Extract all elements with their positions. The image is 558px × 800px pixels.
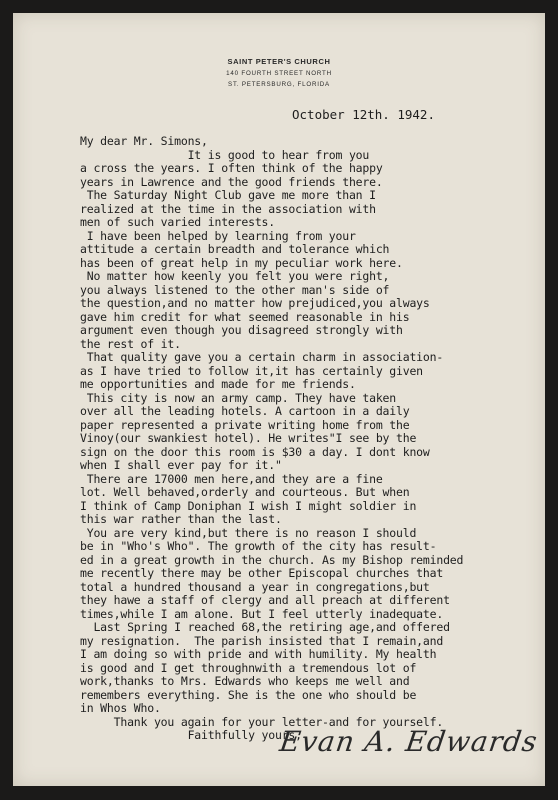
letter-line: work,thanks to Mrs. Edwards who keeps me well and [80,674,410,688]
letter-line: when I shall ever pay for it." [80,458,282,472]
letter-line: you always listened to the other man's side of [80,282,390,297]
letter-line: Faithfully yours, [80,728,302,742]
letter-line: me opportunities and made for me friends. [80,377,356,391]
letter-line: It is good to hear from you [80,147,370,162]
letter-line: is good and I get throughnwith a tremendous lot of [80,660,417,675]
letter-line: years in Lawrence and the good friends there. [80,174,383,189]
letter-line: they hawe a staff of clergy and all preach at different [80,593,450,607]
letter-line: men of such varied interests. [80,215,275,229]
letter-line: gave him credit for what seemed reasonable in his [80,309,410,324]
letterhead-address: 140 FOURTH STREET NORTH [226,70,332,77]
letter-line: me recently there may be other Episcopal churches that [80,566,444,580]
letter-line: has been of great help in my peculiar work here. [80,255,403,270]
letter-line: realized at the time in the association with [80,201,376,216]
letter-line: over all the leading hotels. A cartoon in a daily [80,404,410,418]
letterhead-church-name: SAINT PETER'S CHURCH [227,57,331,66]
handwritten-signature: Evan A. Edwards [277,725,540,758]
letterhead [13,57,545,88]
letter-line: attitude a certain breadth and tolerance which [80,242,390,256]
letter-line: There are 17000 men here,and they are a fine [80,471,383,486]
letter-line: Last Spring I reached 68,the retiring age,and offered [80,620,450,634]
letter-line: Thank you again for your letter-and for yourself. [80,714,444,729]
letter-line: in Whos Who. [80,701,161,715]
letterhead-city: ST. PETERSBURG, FLORIDA [228,81,330,88]
letter-line: You are very kind,but there is no reason I should [80,525,417,540]
letter-line: sign on the door this room is $30 a day. I dont know [80,444,430,459]
letter-line: total a hundred thousand a year in congregations,but [80,579,430,594]
letter-line: I am doing so with pride and with humility. My health [80,647,437,661]
letter-line: argument even though you disagreed strongly with [80,323,403,337]
letter-line: times,while I am alone. But I feel utterly inadequate. [80,606,444,621]
letter-line: remembers everything. She is the one who should be [80,687,417,702]
letter-line: No matter how keenly you felt you were right, [80,269,390,283]
letter-line: The Saturday Night Club gave me more than I [80,188,376,202]
letter-line: this war rather than the last. [80,512,282,526]
letter-line: ed in a great growth in the church. As my Bishop reminded [80,552,464,567]
letter-line: That quality gave you a certain charm in association- [80,350,444,364]
letter-line: This city is now an army camp. They have taken [80,390,397,405]
letter-line: my resignation. The parish insisted that I remain,and [80,633,444,648]
letter-line: as I have tried to follow it,it has certainly given [80,363,423,378]
letter-line: I think of Camp Doniphan I wish I might soldier in [80,498,417,513]
letter-line: the rest of it. [80,336,181,351]
letter-line: the question,and no matter how prejudiced,you always [80,296,430,310]
letter-date: October 12th. 1942. [292,107,435,122]
letter-line: Vinoy(our swankiest hotel). He writes"I see by the [80,431,417,445]
letter-line: I have been helped by learning from your [80,228,356,243]
letter-line: paper represented a private writing home from the [80,417,410,432]
letter-line: be in "Who's Who". The growth of the city has result- [80,539,437,553]
letter-line: a cross the years. I often think of the happy [80,161,383,175]
letter-line: lot. Well behaved,orderly and courteous. But when [80,485,410,499]
letter-line: My dear Mr. Simons, [80,134,208,148]
letter-body [80,135,540,743]
